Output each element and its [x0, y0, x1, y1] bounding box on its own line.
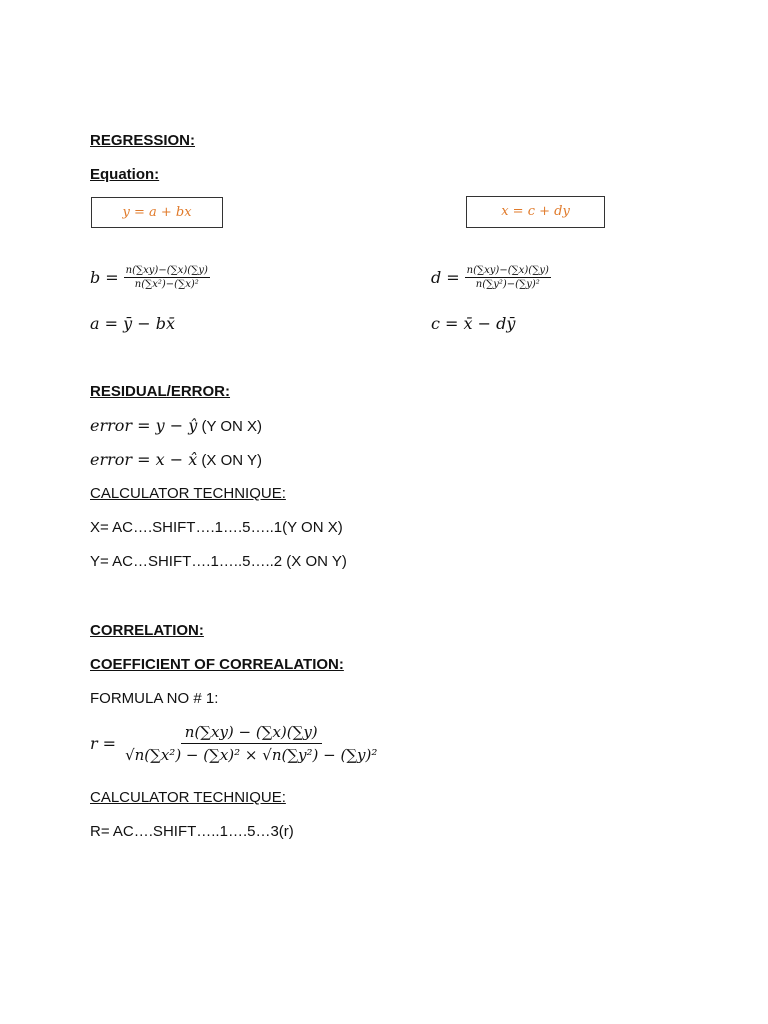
r-fraction — [121, 721, 381, 766]
equals-sign: = — [102, 734, 117, 753]
error-x-on-y — [90, 450, 262, 469]
residual-heading: RESIDUAL/ERROR: — [90, 383, 231, 400]
d-numerator: n(∑xy)−(∑x)(∑y) — [466, 265, 549, 276]
d-denominator: n(∑y²)−(∑y)² — [475, 279, 540, 290]
b-formula — [90, 264, 210, 291]
error-y-on-x — [90, 416, 262, 435]
b-denominator: n(∑x²)−(∑x)² — [134, 279, 199, 290]
r-formula — [90, 721, 381, 766]
d-fraction — [465, 264, 551, 291]
regression-x-on-y-box: x = c + dy — [466, 196, 605, 228]
b-numerator: n(∑xy)−(∑x)(∑y) — [125, 265, 208, 276]
error-y-suffix: (Y ON X) — [197, 418, 263, 435]
residual-calculator-label: CALCULATOR TECHNIQUE: — [90, 485, 286, 502]
r-denominator: √n(∑x²) − (∑x)² × √n(∑y²) − (∑y)² — [125, 746, 378, 764]
d-formula — [431, 264, 551, 291]
formula-number-label: FORMULA NO # 1: — [90, 690, 219, 707]
c-formula: c = x̄ − dȳ — [431, 314, 516, 333]
b-formula-lhs: b — [90, 268, 101, 287]
correlation-heading: CORRELATION: — [90, 622, 204, 639]
equals-sign: = — [446, 268, 460, 287]
equation-heading: Equation: — [90, 166, 160, 183]
d-formula-lhs: d — [431, 268, 442, 287]
calculator-y-steps: Y= AC…SHIFT….1…..5…..2 (X ON Y) — [90, 553, 347, 570]
calculator-x-steps: X= AC….SHIFT….1….5…..1(Y ON X) — [90, 519, 343, 536]
a-formula: a = ȳ − bx̄ — [90, 314, 175, 333]
b-fraction — [124, 264, 210, 291]
error-x-suffix: (X ON Y) — [197, 452, 262, 469]
r-numerator: n(∑xy) − (∑x)(∑y) — [181, 721, 322, 744]
calculator-r-steps: R= AC….SHIFT…..1….5…3(r) — [90, 823, 294, 840]
regression-y-on-x-box: y = a + bx — [91, 197, 223, 228]
regression-heading: REGRESSION: — [90, 132, 196, 149]
equals-sign: = — [105, 268, 119, 287]
error-x-math: error = x − x̂ — [90, 450, 198, 469]
r-formula-lhs: r — [90, 734, 98, 753]
coefficient-heading: COEFFICIENT OF CORREALATION: — [90, 656, 344, 673]
error-y-math: error = y − ŷ — [90, 416, 198, 435]
correlation-calculator-label: CALCULATOR TECHNIQUE: — [90, 789, 286, 806]
